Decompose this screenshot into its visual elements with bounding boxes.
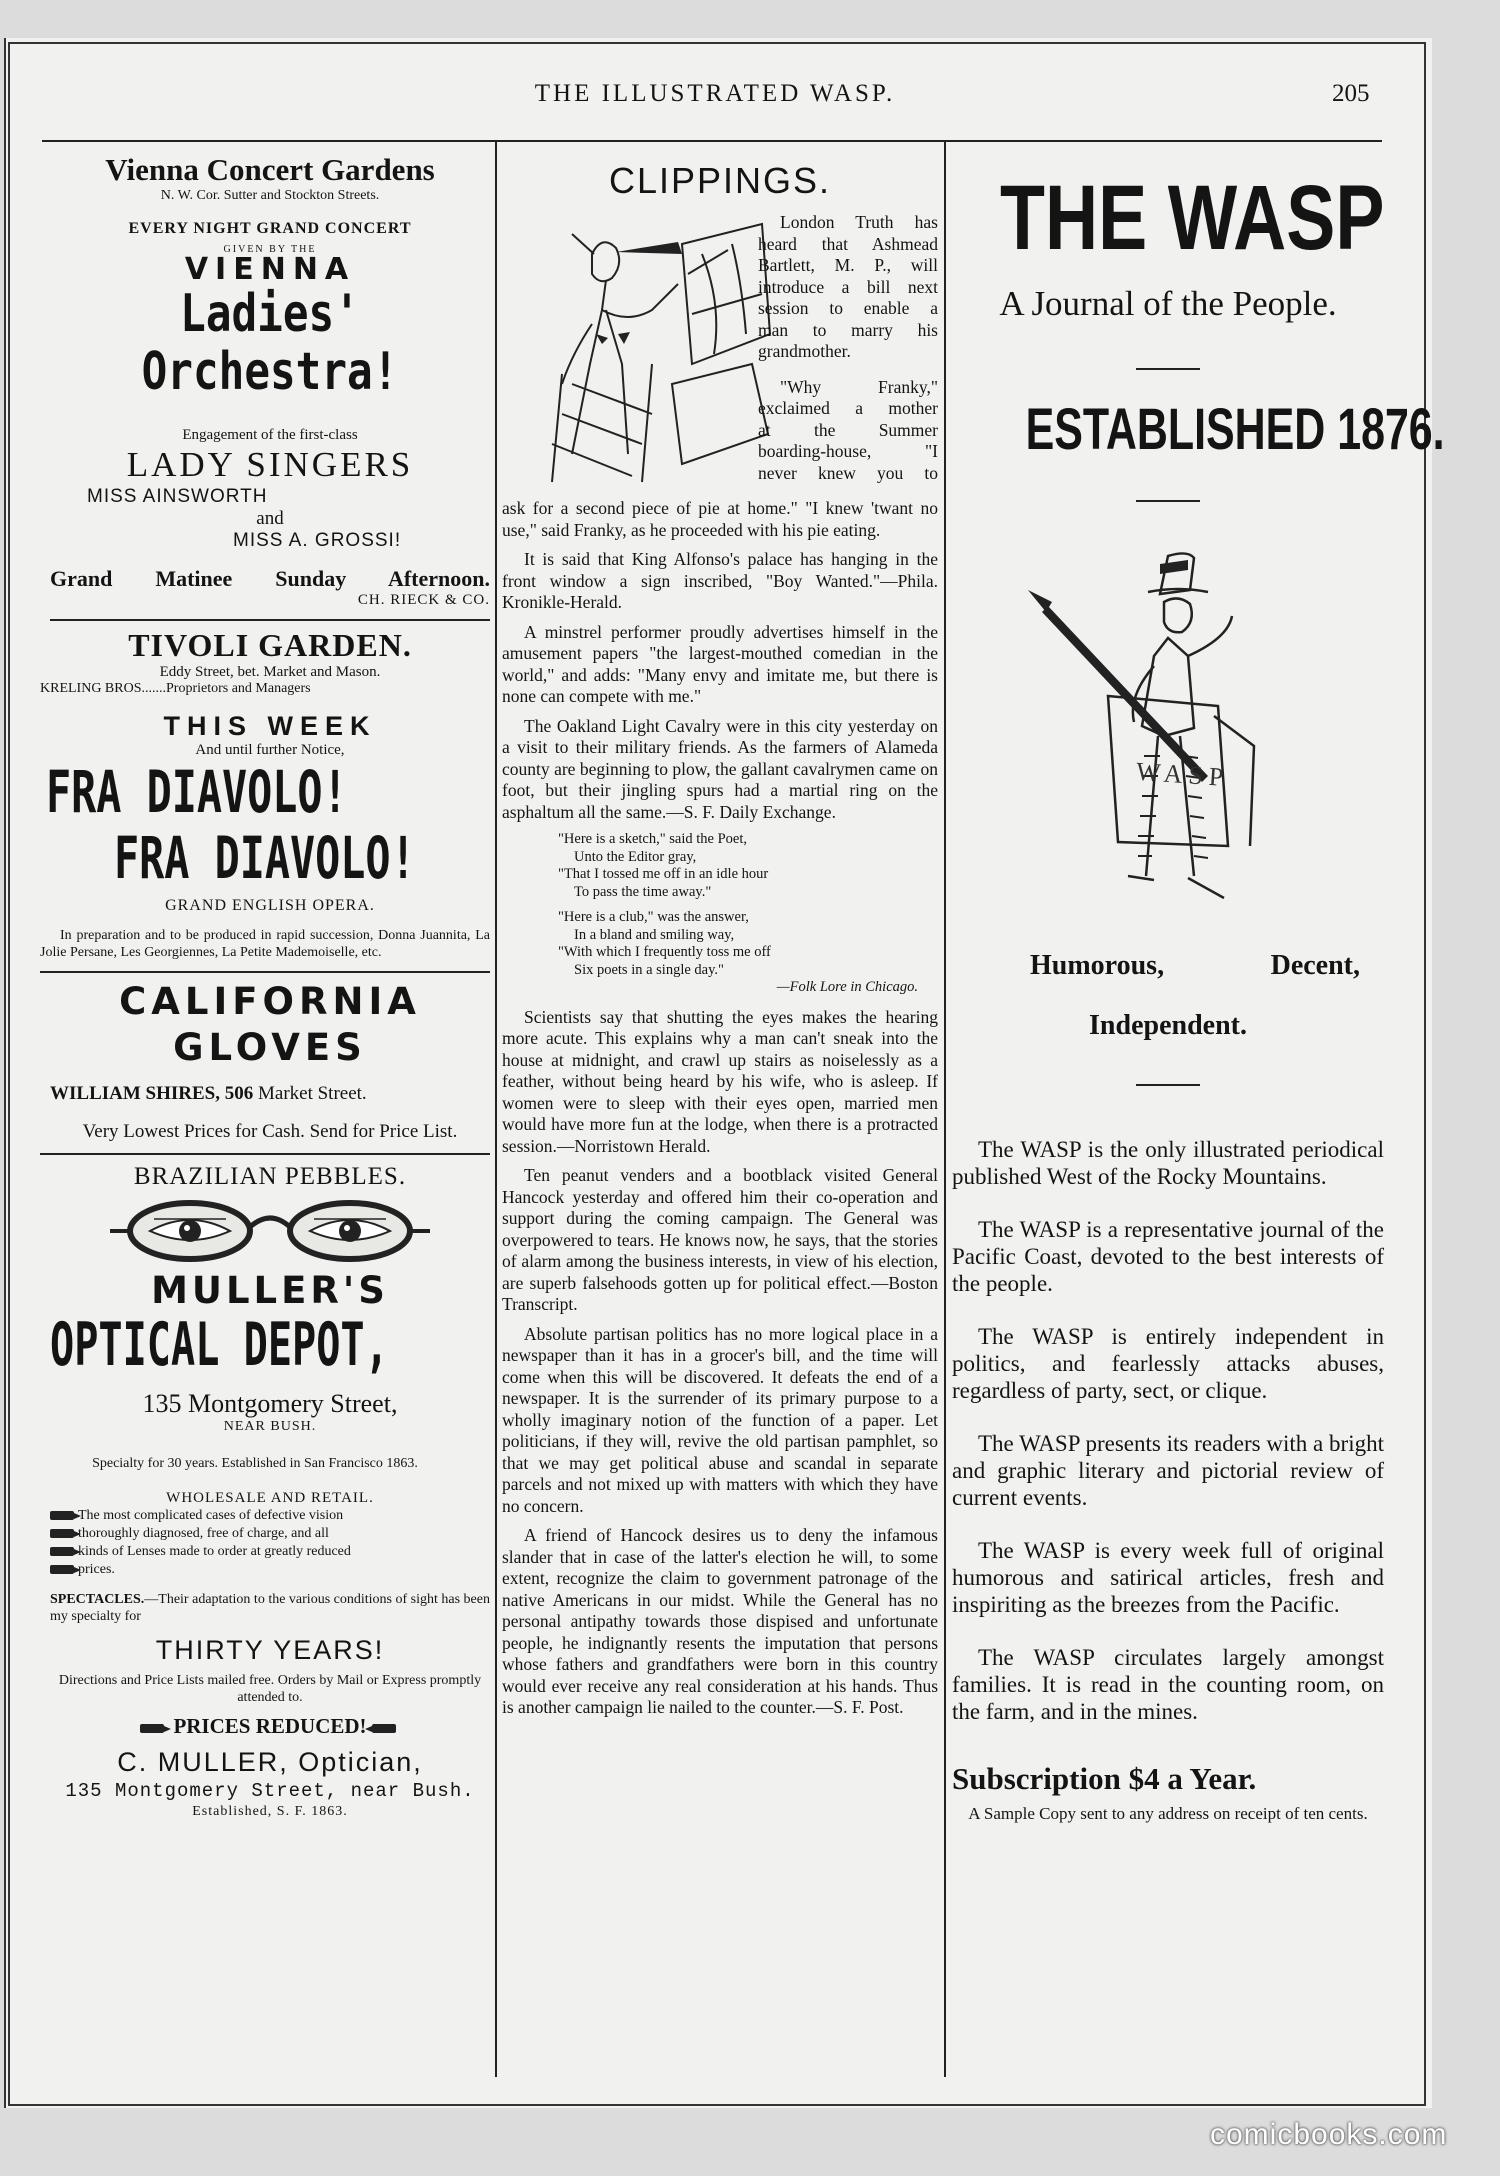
gloves-shires-address: Market Street.: [258, 1083, 367, 1104]
list-item: prices.: [50, 1561, 490, 1579]
tivoli-opera: GRAND ENGLISH OPERA.: [165, 897, 375, 914]
ad-vienna-concert-gardens: [50, 152, 490, 609]
wasp-sample-copy: A Sample Copy sent to any address on receipt of ten cents.: [968, 1804, 1368, 1823]
clipping-cavalry: The Oakland Light Cavalry were in this city yesterday on a visit to their military friends. As the farmers of Alameda county are beginning to plow, the gallant cavalrymen came on foot, but their jingling spurs had a martial ring on the asphaltum all the same.—S. F. Daily Exchange.: [502, 715, 938, 822]
clippings-wrap-text: London Truth has heard that Ashmead Bartlett, M. P., will introduce a bill next session to enable a man to marry his grandmother. "Why Franky," exclaimed a mother at the Summer boarding-house, "I never knew you to: [758, 212, 938, 483]
muller-pebbles: BRAZILIAN PEBBLES.: [133, 1163, 407, 1190]
vienna-singer-1: MISS AINSWORTH: [87, 486, 268, 507]
column-rule-1: [495, 142, 497, 2077]
wasp-prospectus-text: [952, 1136, 1384, 1725]
wasp-paragraph: The WASP is every week full of original humorous and satirical articles, fresh and inspiriting as the breezes from the Pacific.: [952, 1538, 1384, 1617]
muller-optician: C. MULLER, Optician,: [117, 1747, 423, 1777]
vienna-name: VIENNA: [184, 252, 356, 287]
tivoli-address: Eddy Street, bet. Market and Mason.: [159, 664, 381, 680]
clipping-alfonso: It is said that King Alfonso's palace has hanging in the front window a sign inscribed, "Boy Wanted."—Phila. Kronikle-Herald.: [502, 549, 938, 612]
divider: [40, 971, 490, 973]
clipping-hancock-friend: A friend of Hancock desires us to deny the infamous slander that in case of the latter's election he will, to some extent, recognize the claim to government patronage of the native Americans in our midst. While the General has no personal antipathy towards those dispised and unfortunate people, he indignantly resents the imputation that persons whose fathers and grandfathers were born in this country would ever receive any real consideration at his hands. Thus is another campaign lie nailed to the counter.—S. F. Post.: [502, 1525, 938, 1717]
pointing-hand-icon: [50, 1565, 74, 1574]
clipping-scientists: Scientists say that shutting the eyes makes the hearing more acute. This explains why a man can't sneak into the house at midnight, and crawl up stairs as noiselessly as a feather, without being heard by his wife, who is asleep. If women were to sleep with their eyes open, married men would have more fun at the lodge, when there is a protracted session.—Norristown Herald.: [502, 1006, 938, 1156]
watermark: comicbooks.com: [1210, 2118, 1448, 2151]
wasp-column: [952, 142, 1445, 1824]
divider: [40, 1153, 490, 1155]
tivoli-title: TIVOLI GARDEN.: [128, 627, 412, 663]
vienna-and: and: [256, 508, 284, 529]
muller-address: 135 Montgomery Street,: [142, 1389, 398, 1418]
list-item: kinds of Lenses made to order at greatly reduced: [50, 1543, 490, 1561]
muller-directions: Directions and Price Lists mailed free. Orders by Mail or Express promptly attended to.: [58, 1673, 482, 1705]
list-item: thoroughly diagnosed, free of charge, and all: [50, 1525, 490, 1543]
muller-specialty: Specialty for 30 years. Established in San Francisco 1863.: [92, 1456, 418, 1471]
spectacles-icon: [110, 1195, 430, 1269]
vienna-address: N. W. Cor. Sutter and Stockton Streets.: [160, 188, 380, 203]
clippings-title: CLIPPINGS.: [608, 160, 832, 201]
poem-source: —Folk Lore in Chicago.: [776, 979, 918, 995]
wasp-paragraph: The WASP presents its readers with a bright and graphic literary and pictorial review of current events.: [952, 1431, 1384, 1510]
gloves-prices: Very Lowest Prices for Cash. Send for Price List.: [82, 1121, 458, 1142]
wasp-paragraph: The WASP is a representative journal of the Pacific Coast, devoted to the best interests of the people.: [952, 1217, 1384, 1296]
vienna-proprietor: CH. RIECK & CO.: [357, 592, 490, 608]
vienna-matinee: Grand Matinee Sunday Afternoon.: [50, 566, 490, 591]
muller-wholesale: WHOLESALE AND RETAIL.: [166, 1490, 374, 1506]
wasp-paragraph: The WASP circulates largely amongst families. It is read in the counting room, on the farm, and in the mines.: [952, 1645, 1384, 1724]
muller-prices-reduced: PRICES REDUCED!: [50, 1714, 490, 1739]
ad-tivoli-garden: [40, 627, 490, 961]
pointing-hand-icon: [50, 1529, 74, 1538]
short-rule: [1136, 1084, 1200, 1086]
vienna-given-by: GIVEN BY THE: [223, 244, 317, 255]
muller-spectacles: SPECTACLES.—Their adaptation to the various conditions of sight has been my specialty for: [50, 1592, 490, 1624]
clippings-intro: [502, 212, 938, 504]
pointing-hand-icon: [140, 1724, 164, 1733]
pointing-hand-icon: [50, 1547, 74, 1556]
muller-address-2: 135 Montgomery Street, near Bush.: [65, 1780, 475, 1802]
pointing-hand-icon: [372, 1724, 396, 1733]
short-rule: [1136, 500, 1200, 502]
ads-column: [40, 142, 490, 1820]
muller-name: MULLER'S: [151, 1269, 389, 1312]
muller-depot: OPTICAL DEPOT,: [50, 1310, 389, 1380]
clipping-partisan: Absolute partisan politics has no more logical place in a newspaper than it has in a grocer's bill, and the time will come when this will be discovered. It defeats the end of a newspaper. It is the surrender of its primary purpose to a wholly imaginary notion of the function of a paper. Let politicians, if they will, revive the old partisan pamphlet, so that we may get political abuse and scandal in separate parcels and not mixed up with matters with which they have no concern.: [502, 1323, 938, 1516]
ad-california-gloves: [50, 979, 490, 1143]
clipping-franky-tail: ask for a second piece of pie at home." "I knew 'twant no use," said Franky, as he proceeded with his pie eating.: [502, 498, 938, 540]
vienna-singer-2: MISS A. GROSSI!: [233, 530, 402, 551]
clippings-column: [502, 142, 938, 1727]
clipping-poem: "Here is a sketch," said the Poet, Unto the Editor gray, "That I tossed me off in an idle hour To pass the time away." "Here is a club," was the answer, In a bland and smiling way, "With which I frequently toss me off Six poets in a single day." —Folk Lore in Chicago.: [558, 831, 918, 995]
wasp-title: THE WASP: [1000, 167, 1385, 269]
muller-established: Established, S. F. 1863.: [192, 1804, 348, 1819]
wasp-sign-label: WASP: [1135, 756, 1231, 793]
wasp-mascot-illustration: [1018, 546, 1318, 926]
gloves-shires-name: WILLIAM SHIRES, 506: [50, 1083, 254, 1104]
clipping-hancock-venders: Ten peanut venders and a bootblack visited General Hancock yesterday and offered him their co-operation and support during the coming campaign. The General was overpowered to tears. He knows now, he says, that the stories of alarm among the business interests, in view of his election, are superb falsehoods gotten up for political effect.—Boston Transcript.: [502, 1165, 938, 1314]
wasp-subtitle: A Journal of the People.: [999, 284, 1337, 323]
muller-near: NEAR BUSH.: [223, 1419, 317, 1434]
wasp-artist-illustration: [532, 214, 780, 484]
tivoli-this-week: THIS WEEK: [163, 711, 377, 741]
pointing-hand-icon: [50, 1511, 74, 1520]
wasp-uncle-sam-icon: [1018, 546, 1318, 926]
vienna-every-night: EVERY NIGHT GRAND CONCERT: [128, 220, 412, 237]
gloves-california: CALIFORNIA: [119, 980, 421, 1023]
wasp-established: ESTABLISHED 1876.: [1025, 397, 1445, 462]
clipping-minstrel: A minstrel performer proudly advertises himself in the amusement papers "the largest-mouthed comedian in the world," and adds: "Many envy and imitate me, but there is none can compete with me.": [502, 621, 938, 706]
page-number: 205: [1332, 80, 1370, 107]
tivoli-fra-diavolo-1: FRA DIAVOLO!: [46, 758, 348, 826]
vienna-engagement: Engagement of the first-class: [182, 427, 358, 443]
running-head: THE ILLUSTRATED WASP.: [534, 80, 896, 107]
tivoli-until: And until further Notice,: [195, 742, 345, 758]
divider: [50, 619, 490, 621]
wasp-paragraph: The WASP is entirely independent in politics, and fearlessly attacks abuses, regardless of party, sect, or clique.: [952, 1324, 1384, 1403]
list-item: The most complicated cases of defective vision: [50, 1507, 490, 1525]
wasp-paragraph: The WASP is the only illustrated periodical published West of the Rocky Mountains.: [952, 1137, 1384, 1189]
gloves-gloves: GLOVES: [173, 1026, 367, 1069]
tivoli-preparation: In preparation and to be produced in rapid succession, Donna Juannita, La Jolie Persane, Les Georgiennes, La Petite Mademoiselle, etc.: [40, 928, 490, 960]
vienna-title: Vienna Concert Gardens: [105, 152, 435, 187]
ad-muller-optical: [50, 1163, 490, 1820]
short-rule: [1136, 368, 1200, 370]
column-rule-2: [944, 142, 946, 2077]
wasp-subscription: Subscription $4 a Year.: [952, 1761, 1257, 1796]
vienna-orchestra: Ladies' Orchestra!: [141, 284, 399, 402]
vienna-lady-singers: LADY SINGERS: [126, 445, 414, 484]
wasp-tagline-1: Humorous, Decent,: [1030, 950, 1360, 981]
muller-list: [50, 1507, 490, 1579]
muller-thirty-years: THIRTY YEARS!: [155, 1635, 385, 1665]
tivoli-fra-diavolo-2: FRA DIAVOLO!: [114, 824, 416, 892]
tivoli-proprietors: KRELING BROS.......Proprietors and Managers: [40, 681, 311, 696]
wasp-tagline-2: Independent.: [1089, 1010, 1247, 1041]
